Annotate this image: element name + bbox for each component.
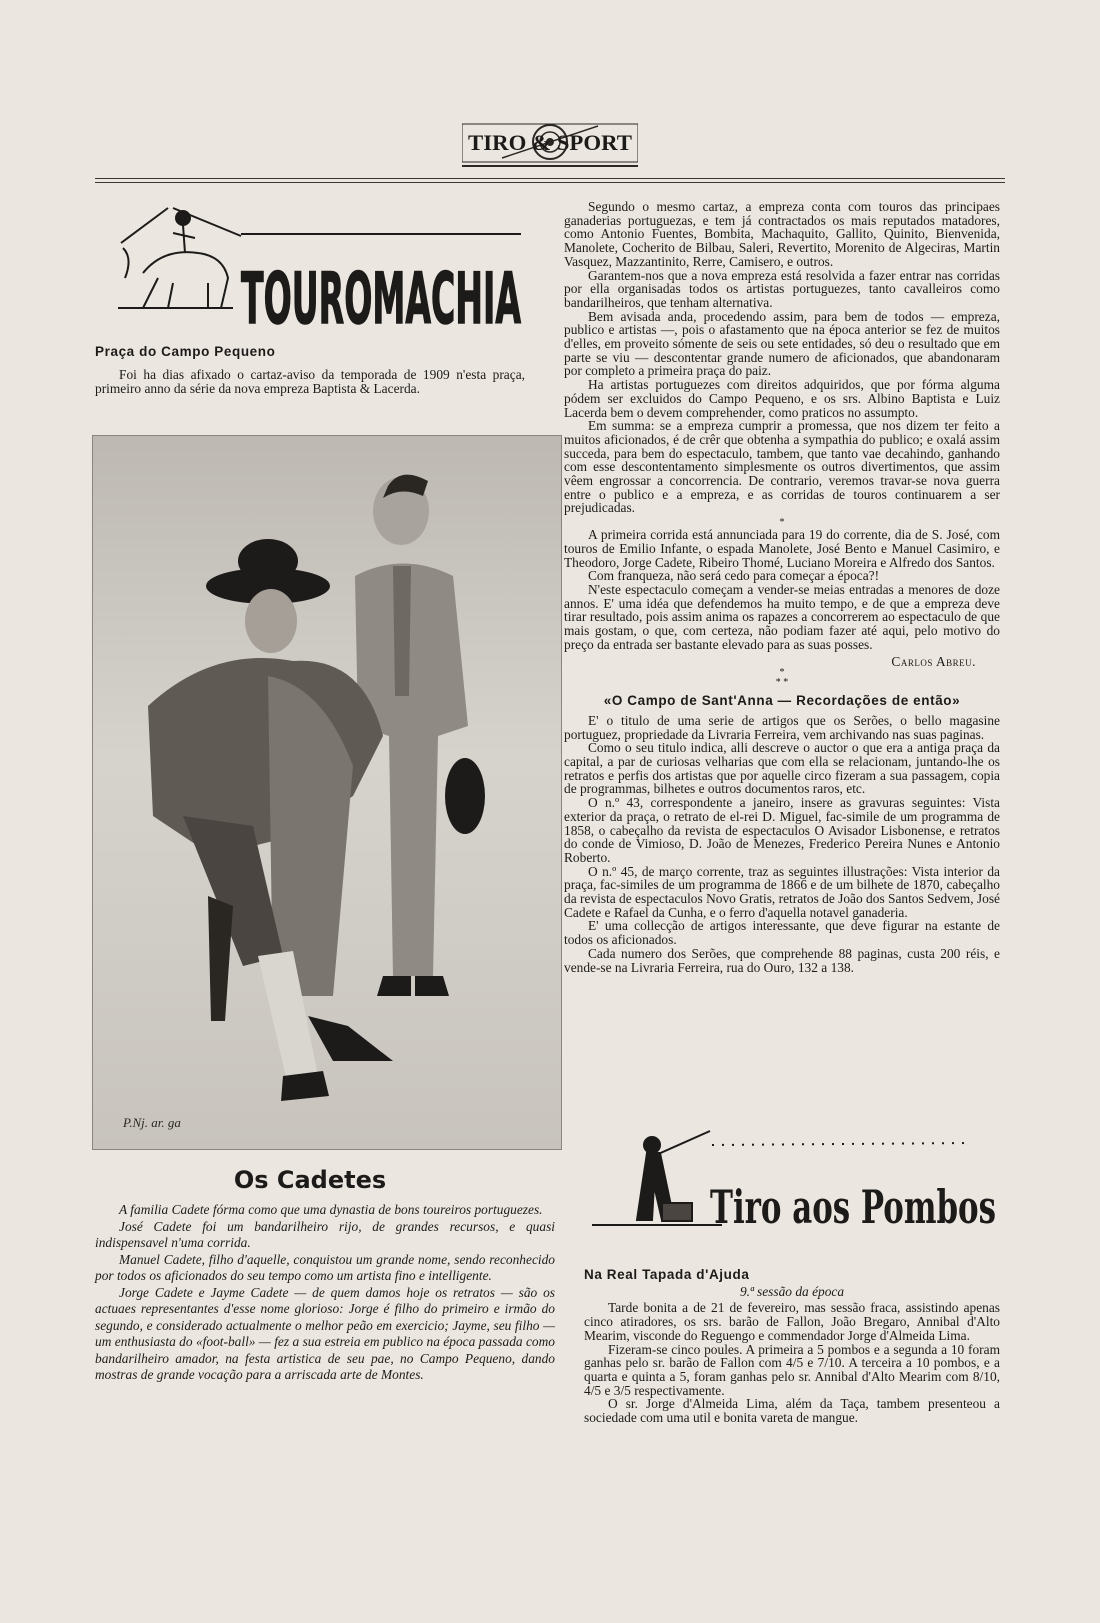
cadetes-photograph: [92, 435, 562, 1150]
cadetes-paragraph: José Cadete foi um bandarilheiro rijo, de grandes recursos, e quasi indispensavel n'uma corrida.: [95, 1218, 555, 1250]
masthead-text: TIRO & SPORT: [468, 130, 633, 155]
masthead-logo: [462, 118, 638, 170]
touromachia-banner: [113, 198, 523, 336]
photographer-signature: P.Nj. ar. ga: [123, 1115, 181, 1130]
campo-santanna-heading: «O Campo de Sant'Anna — Recordações de então»: [603, 693, 961, 709]
cadetes-title: Os Cadetes: [233, 1166, 387, 1194]
tiro-aos-pombos-title: Tiro aos Pombos: [710, 1180, 996, 1234]
touro-paragraph: Ha artistas portuguezes com direitos adquiridos, que por fórma alguma pódem ser excluidos do Campo Pequeno, e os srs. Albino Baptista e Luiz Lacerda bem o devem comprehender, como praticos no assumpto.: [564, 377, 1000, 420]
horseman-illustration-icon: [118, 208, 241, 308]
pombos-paragraph: Tarde bonita a de 21 de fevereiro, mas sessão fraca, assistindo apenas cinco atiradores, os srs. barão de Fallon, João Bregaro, Annibal d'Alto Mearim, visconde do Reguengo e commendador Jorge d'Almeida Lima.: [584, 1300, 1000, 1343]
tiro-aos-pombos-banner: [592, 1125, 1002, 1253]
header-rule-bottom: [95, 182, 1005, 183]
campo-paragraph: E' uma collecção de artigos interessante, que deve figurar na estante de todos os aficionados.: [564, 918, 1000, 948]
section-heading-campo-pequeno: Praça do Campo Pequeno: [95, 344, 276, 359]
touro-paragraph: N'este espectaculo começam a vender-se meias entradas a menores de doze annos. E' uma idéa que defendemos ha muito tempo, e de que a empreza deve tirar resultado, pois assim anima os rapazes a concorrerem ao espectaculo de que mais gostam, o que, com certeza, não podiam fazer até aqui, pelo motivo do preço da entrada ser bastante elevado para as suas posses.: [564, 581, 1000, 652]
cadetes-paragraph: Manuel Cadete, filho d'aquelle, conquistou um grande nome, sendo reconhecido por todos os aficionados do seu tempo como um artista fino e intelligente.: [95, 1251, 555, 1283]
separator-stars-bottom: * *: [775, 677, 789, 689]
intro-paragraph: Foi ha dias afixado o cartaz-aviso da temporada de 1909 n'esta praça, primeiro anno da série da nova empreza Baptista & Lacerda.: [95, 367, 525, 396]
cadetes-paragraph: Jorge Cadete e Jayme Cadete — de quem damos hoje os retratos — são os actuaes representantes d'esse nome glorioso: Jorge é filho do primeiro e irmão do segundo, e considerado actualmente o melhor peão em exercicio; Jayme, seu filho — um enthusiasta do «foot-ball» — fez a sua estreia em publico na época passada como bandarilheiro amador, na festa artistica de seu pae, no Campo Pequeno, dando mostras de grande vocação para a arriscada arte de Montes.: [95, 1284, 555, 1382]
header-rule-top: [95, 178, 1005, 179]
cadetes-paragraph: A familia Cadete fórma como que uma dynastia de bons toureiros portuguezes.: [119, 1202, 543, 1217]
author-signature: Carlos Abreu.: [891, 653, 976, 669]
touro-paragraph: A primeira corrida está annunciada para 19 do corrente, dia de S. José, com touros de Emilio Infante, o espada Manolete, José Bento e Manuel Casimiro, e Theodoro, Jorge Cadete, Ribeiro Thomé, Luciano Moreira e Alfredo dos Santos.: [564, 527, 1000, 570]
campo-paragraph: O n.º 45, de março corrente, traz as seguintes illustrações: Vista interior da praça, fac-similes de um programma de 1866 e de um bilhete de 1870, cabeçalho da revista de espectaculos Novo Gratis, retratos de João dos Santos Sedvem, José Cadete e Rafael da Cunha, e o ferro d'aquella notavel ganaderia.: [564, 863, 1000, 920]
campo-paragraph: E' o titulo de uma serie de artigos que os Serões, o bello magasine portuguez, propriedade da Livraria Ferreira, vem archivando nas suas paginas.: [564, 712, 1000, 742]
touro-paragraph: Bem avisada anda, procedendo assim, para bem de todos — empreza, publico e artistas —, pois o afastamento que na época anterior se fez de muitos d'elles, em proveito sómente de seis ou sete entidades, só deu o resultado que em parte se viu — descontentar grande numero de aficionados, que abandonaram por completo a primeira praça do paiz.: [564, 308, 1000, 379]
pombos-paragraph: O sr. Jorge d'Almeida Lima, além da Taça, tambem presenteou a sociedade com uma util e bonita vareta de mangue.: [584, 1396, 1000, 1426]
campo-paragraph: Cada numero dos Serões, que comprehende 88 paginas, custa 200 réis, e vende-se na Livraria Ferreira, rua do Ouro, 132 a 138.: [564, 945, 1000, 975]
touro-paragraph: Em summa: se a empreza cumprir a promessa, que nos dizem ter feito a muitos aficionados, é de crêr que obtenha a sympathia do publico; e oxalá assim succeda, para bem do espectaculo, tambem, que tanto vae decahindo, ganhando com esse descontentamento simplesmente os outros divertimentos, que assim vêem engrossar a concorrencia. De contrario, veremos travar-se nova guerra entre o publico e a empreza, e as corridas de touros continuarem a ser prejudicadas.: [564, 418, 1000, 516]
touromachia-title: TOUROMACHIA: [241, 258, 521, 336]
campo-paragraph: O n.º 43, correspondente a janeiro, insere as gravuras seguintes: Vista exterior da praça, o retrato de el-rei D. Miguel, fac-simile de um programma de 1858, o cabeçalho da revista de espectaculos O Avisador Lisbonense, e retratos do conde de Vimioso, D. João de Menezes, Frederico Pereira Nunes e Antonio Roberto.: [564, 795, 1000, 865]
touro-paragraph: Garantem-nos que a nova empreza está resolvida a fazer entrar nas corridas por ella organisadas todos os artistas portuguezes, tanto cavalleiros como bandarilheiros, que tenham alternativa.: [564, 267, 1000, 310]
pombos-section: [584, 1268, 1000, 1425]
pombos-paragraph: Fizeram-se cinco poules. A primeira a 5 pombos e a segunda a 10 foram ganhas pelo sr. barão de Fallon com 4/5 e 7/10. A terceira a 10 pombos, e a quarta e quinta a 5, foram ganhas pelo sr. Annibal d'Alto Mearim com 8/10, 4/5 e 3/5 respectivamente.: [584, 1341, 1000, 1398]
touro-paragraph: Com franqueza, não será cedo para começar a época?!: [588, 568, 880, 584]
touro-intro: [95, 368, 525, 395]
separator-star: *: [779, 517, 785, 529]
campo-paragraph: Como o seu titulo indica, alli descreve o auctor o que era a antiga praça da capital, a par de curiosas velharias que com ella se relacionam, juntando-lhe os retratos e perfis dos artistas que por aquelle circo fizeram a sua passagem, copia de programmas, bilhetes e outros documentos raros, etc.: [564, 740, 1000, 797]
separator-stars-top: *: [779, 667, 785, 679]
pombos-heading: Na Real Tapada d'Ajuda: [584, 1267, 750, 1282]
touro-continued: [564, 200, 1000, 974]
touro-paragraph: Segundo o mesmo cartaz, a empreza conta com touros das principaes ganaderias portuguezas, e tem já contractados os mais reputados matadores, como Antonio Fuentes, Bombita, Machaquito, Gallito, Quinito, Bienvenida, Manolete, Cocherito de Bilbau, Saleri, Revertito, Morenito de Algeciras, Martin Vasquez, Mazzantinito, Rerre, Camisero, e outros.: [564, 199, 1000, 269]
cadetes-body: [95, 1202, 555, 1384]
pombos-subheading: 9.ª sessão da época: [739, 1283, 845, 1299]
